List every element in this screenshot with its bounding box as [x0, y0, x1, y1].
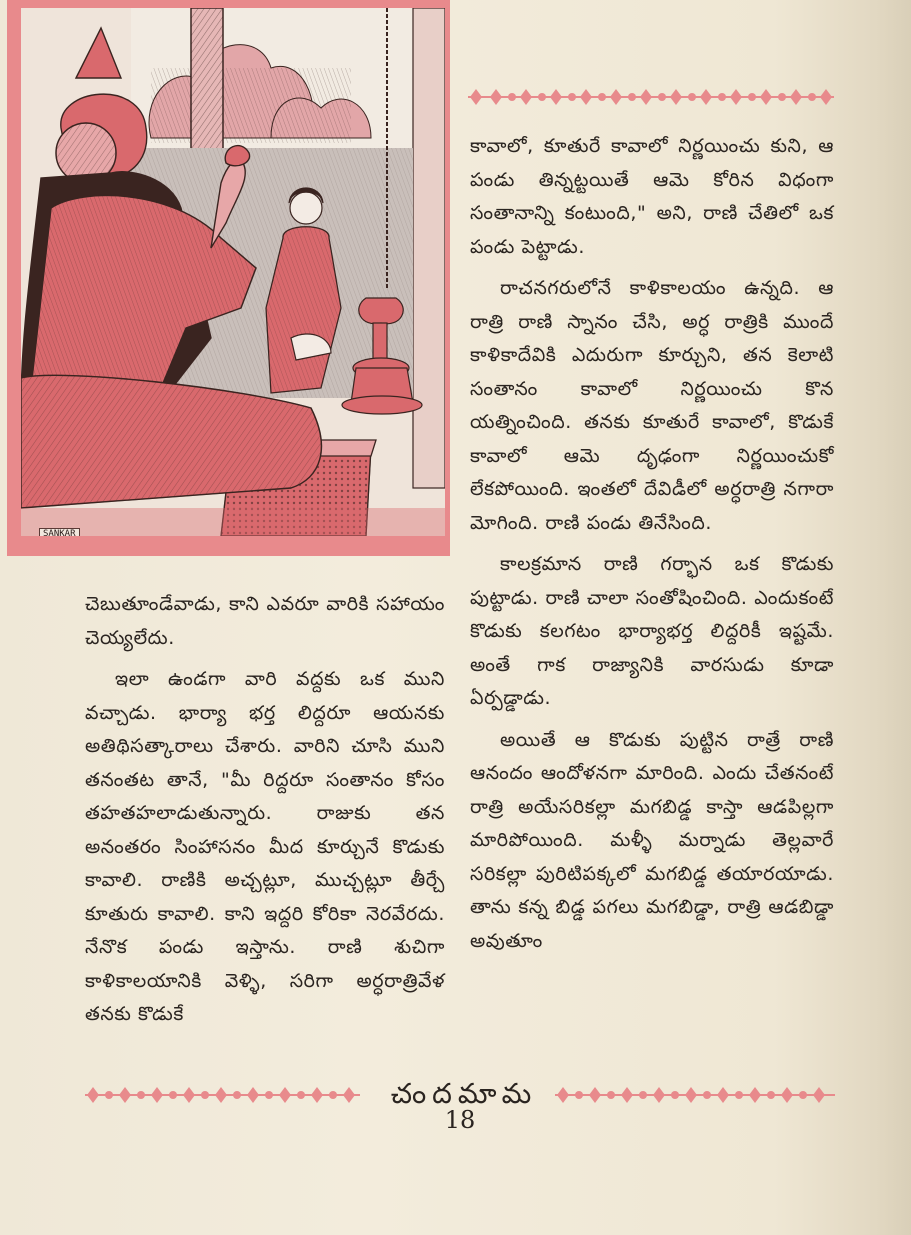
- paragraph: అయితే ఆ కొడుకు పుట్టిన రాత్రే రాణి ఆనందం ఆందోళనగా మారింది. ఎందు చేతనంటే రాత్రి అయేసరికల్లా మగబిడ్డ కాస్తా ఆడపిల్లగా మారిపోయింది. మళ్ళీ మర్నాడు తెల్లవారే సరికల్లా పురిటిపక్కలో మగబిడ్డ తయారయాడు. తాను కన్న బిడ్డ పగలు మగబిడ్డా, రాత్రి ఆడబిడ్డా అవుతూం: [470, 728, 834, 952]
- paragraph: రాచనగరులోనే కాళికాలయం ఉన్నది. ఆ రాత్రి రాణి స్నానం చేసి, అర్ధ రాత్రికి ముందే కాళికాదేవికి ఎదురుగా కూర్చుని, తన కెలాటి సంతానం కావాలో నిర్ణయించు కొన యత్నించింది. తనకు కూతురే కావాలో, కొడుకే కావాలో ఆమె దృఢంగా నిర్ణయించుకో లేకపోయింది. ఇంతలో దేవిడీలో అర్ధరాత్రి నగారా మోగింది. రాణి పండు తినేసింది.: [470, 277, 834, 534]
- artist-signature: SANKAR: [39, 528, 80, 536]
- paragraph: కాలక్రమాన రాణి గర్భాన ఒక కొడుకు పుట్టాడు. రాణి చాలా సంతోషించింది. ఎందుకంటే కొడుకు కలగటం భార్యాభర్త లిద్దరికీ ఇష్టమే. అంతే గాక రాజ్యానికి వారసుడు కూడా ఏర్పడ్డాడు.: [470, 553, 834, 709]
- magazine-name: చందమామ: [390, 1077, 538, 1110]
- right-column: [470, 130, 834, 958]
- paragraph: ఇలా ఉండగా వారి వద్దకు ఒక ముని వచ్చాడు. భార్యా భర్త లిద్దరూ ఆయనకు అతిథిసత్కారాలు చేశారు. వారిని చూసి ముని తనంతట తానే, "మీ రిద్దరూ సంతానం కోసం తహతహలాడుతున్నారు. రాజుకు తన అనంతరం సింహాసనం మీద కూర్చునే కొడుకు కావాలి. రాణికి అచ్చట్లూ, ముచ్చట్లూ తీర్చే కూతురు కావాలి. కాని ఇద్దరి కోరికా నెరవేరదు. నేనొక పండు ఇస్తాను. రాణి శుచిగా కాళికాలయానికి వెళ్ళి, సరిగా అర్ధరాత్రివేళ తనకు కొడుకే: [85, 668, 445, 1025]
- paragraph: కావాలో, కూతురే కావాలో నిర్ణయించు కుని, ఆ పండు తిన్నట్టయితే ఆమె కోరిన విధంగా సంతానాన్ని కంటుంది," అని, రాణి చేతిలో ఒక పండు పెట్టాడు.: [470, 135, 834, 258]
- illustration: [21, 8, 445, 536]
- decorative-border-footer-right: [555, 1083, 835, 1107]
- decorative-border-footer-left: [85, 1083, 360, 1107]
- illustration-frame: [7, 0, 450, 556]
- queen-and-kali-illustration: [21, 8, 445, 536]
- page-number: 18: [444, 1106, 476, 1134]
- paragraph: చెబుతూండేవాడు, కాని ఎవరూ వారికి సహాయం చెయ్యలేదు.: [85, 593, 445, 649]
- left-column: [85, 588, 445, 1032]
- decorative-border-top: [468, 85, 834, 109]
